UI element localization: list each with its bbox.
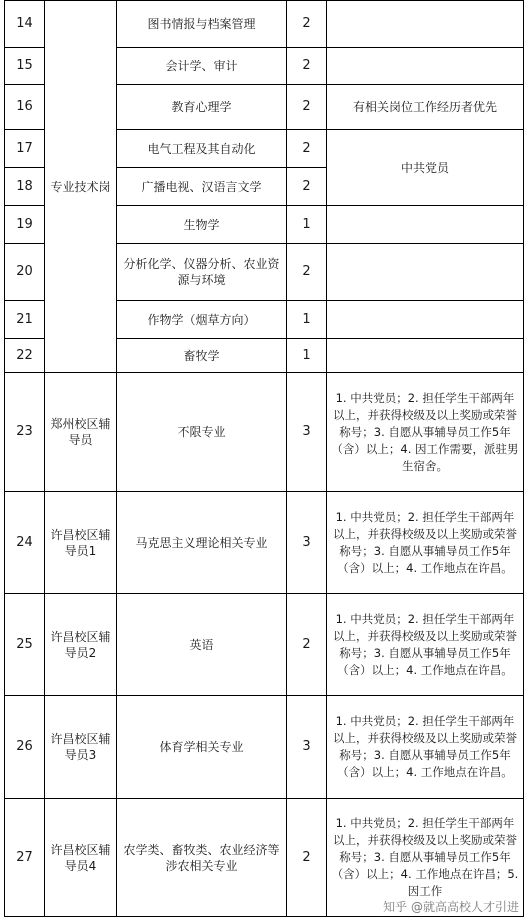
major-cell: 农学类、畜牧类、农业经济等涉农相关专业 — [117, 799, 287, 917]
requirements-cell: 1. 中共党员；2. 担任学生干部两年以上，并获得校级及以上奖励或荣誉称号；3. 自愿从事辅导员工作5年（含）以上；4. 工作地点在许昌；5. 因工作 — [327, 799, 524, 917]
hire-count: 2 — [287, 244, 327, 301]
table-row — [5, 1, 524, 48]
row-number: 22 — [5, 339, 45, 373]
requirements-cell — [327, 206, 524, 244]
position-name: 许昌校区辅导员2 — [45, 594, 117, 696]
hire-count: 2 — [287, 1, 327, 48]
major-cell: 体育学相关专业 — [117, 696, 287, 799]
row-number: 18 — [5, 168, 45, 206]
major-cell: 英语 — [117, 594, 287, 696]
position-name: 郑州校区辅导员 — [45, 373, 117, 492]
major-cell: 电气工程及其自动化 — [117, 130, 287, 168]
major-cell: 教育心理学 — [117, 85, 287, 130]
major-cell: 畜牧学 — [117, 339, 287, 373]
major-cell: 广播电视、汉语言文学 — [117, 168, 287, 206]
requirements-cell — [327, 244, 524, 301]
hire-count: 1 — [287, 206, 327, 244]
requirements-cell: 1. 中共党员；2. 担任学生干部两年以上，并获得校级及以上奖励或荣誉称号；3. 自愿从事辅导员工作5年（含）以上；4. 工作地点在许昌。 — [327, 492, 524, 594]
table-row — [5, 696, 524, 799]
requirements-cell: 1. 中共党员；2. 担任学生干部两年以上，并获得校级及以上奖励或荣誉称号；3. 自愿从事辅导员工作5年（含）以上；4. 工作地点在许昌。 — [327, 594, 524, 696]
row-number: 19 — [5, 206, 45, 244]
requirements-cell: 中共党员 — [327, 130, 524, 206]
table-row — [5, 373, 524, 492]
requirements-cell: 1. 中共党员；2. 担任学生干部两年以上，并获得校级及以上奖励或荣誉称号；3. 自愿从事辅导员工作5年（含）以上；4. 因工作需要，派驻男生宿舍。 — [327, 373, 524, 492]
hire-count: 3 — [287, 492, 327, 594]
requirements-cell — [327, 1, 524, 48]
major-cell: 分析化学、仪器分析、农业资源与环境 — [117, 244, 287, 301]
hire-count: 1 — [287, 301, 327, 339]
hire-count: 2 — [287, 799, 327, 917]
hire-count: 2 — [287, 168, 327, 206]
major-cell: 马克思主义理论相关专业 — [117, 492, 287, 594]
requirements-cell: 1. 中共党员；2. 担任学生干部两年以上，并获得校级及以上奖励或荣誉称号；3. 自愿从事辅导员工作5年（含）以上；4. 工作地点在许昌。 — [327, 696, 524, 799]
hire-count: 1 — [287, 339, 327, 373]
hire-count: 3 — [287, 373, 327, 492]
row-number: 27 — [5, 799, 45, 917]
position-name: 许昌校区辅导员4 — [45, 799, 117, 917]
watermark: 知乎 @就高高校人才引进 — [383, 900, 519, 914]
recruitment-table — [4, 0, 524, 917]
hire-count: 2 — [287, 594, 327, 696]
major-cell: 会计学、审计 — [117, 48, 287, 85]
row-number: 21 — [5, 301, 45, 339]
row-number: 26 — [5, 696, 45, 799]
major-cell: 图书情报与档案管理 — [117, 1, 287, 48]
major-cell: 作物学（烟草方向） — [117, 301, 287, 339]
row-number: 25 — [5, 594, 45, 696]
row-number: 17 — [5, 130, 45, 168]
position-name: 许昌校区辅导员1 — [45, 492, 117, 594]
requirements-cell: 有相关岗位工作经历者优先 — [327, 85, 524, 130]
row-number: 23 — [5, 373, 45, 492]
major-cell: 生物学 — [117, 206, 287, 244]
requirements-cell — [327, 301, 524, 339]
requirements-cell — [327, 339, 524, 373]
row-number: 24 — [5, 492, 45, 594]
row-number: 14 — [5, 1, 45, 48]
hire-count: 3 — [287, 696, 327, 799]
hire-count: 2 — [287, 130, 327, 168]
position-name: 许昌校区辅导员3 — [45, 696, 117, 799]
table-row — [5, 492, 524, 594]
table-row — [5, 594, 524, 696]
row-number: 15 — [5, 48, 45, 85]
major-cell: 不限专业 — [117, 373, 287, 492]
row-number: 16 — [5, 85, 45, 130]
hire-count: 2 — [287, 85, 327, 130]
requirements-cell — [327, 48, 524, 85]
row-number: 20 — [5, 244, 45, 301]
position-name: 专业技术岗 — [45, 1, 117, 373]
hire-count: 2 — [287, 48, 327, 85]
